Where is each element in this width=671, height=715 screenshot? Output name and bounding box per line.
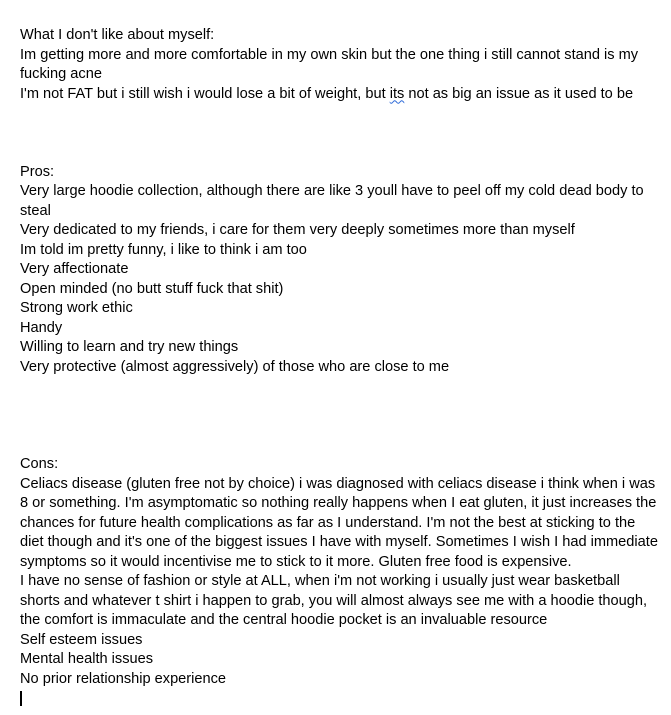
cons-item: No prior relationship experience	[20, 670, 227, 687]
pros-item: Very affectionate	[20, 261, 129, 277]
pros-item: Strong work ethic	[20, 300, 133, 316]
cons-item: I have no sense of fashion or style at ALL, when i'm not working i usually just wear basketball shorts and whatever t shirt i happen to grab, you will almost always see me with a hoodie though, the comfort is immaculate and the central hoodie pocket is an invaluable resource	[20, 573, 648, 628]
pros-item: Open minded (no butt stuff fuck that shit)	[20, 280, 284, 297]
blank-line	[20, 377, 660, 397]
pros-item: Very large hoodie collection, although there are like 3 youll have to peel off my cold dead body to steal	[20, 183, 644, 219]
cons-item: Self esteem issues	[20, 631, 143, 648]
pros-item: Im told im pretty funny, i like to think i am too	[20, 241, 307, 258]
weight-text-before: I'm not FAT but i still wish i would lose a bit of weight, but	[20, 85, 390, 102]
blank-line	[20, 397, 660, 417]
weight-text-after: not as big an issue as it used to be	[404, 85, 634, 102]
blank-line	[20, 124, 660, 144]
pros-item: Handy	[20, 319, 63, 336]
blank-line	[20, 416, 660, 436]
dislike-item-weight	[20, 85, 660, 105]
cons-item: Mental health issues	[20, 651, 154, 667]
pros-item: Willing to learn and try new things	[20, 339, 239, 355]
dislike-heading: What I don't like about myself:	[20, 27, 215, 43]
pros-heading: Pros:	[20, 163, 55, 180]
pros-item: Very protective (almost aggressively) of those who are close to me	[20, 358, 450, 375]
cons-heading: Cons:	[20, 456, 59, 472]
blank-line	[20, 436, 660, 456]
dislike-item: Im getting more and more comfortable in my own skin but the one thing i still cannot stand is my fucking acne	[20, 46, 639, 82]
document-body[interactable]	[20, 26, 660, 706]
pros-item: Very dedicated to my friends, i care for them very deeply sometimes more than myself	[20, 222, 575, 238]
cons-item: Celiacs disease (gluten free not by choice) i was diagnosed with celiacs disease i think when i was 8 or something. I'm asymptomatic so nothing really happens when I eat gluten, it just increases the chances for future health complications as far as I understand. I'm not the best at sticking to the diet though and it's one of the biggest issues I have with myself. Sometimes I wish I had immediate symptoms so it would incentivise me to stick to it more. Gluten free food is expensive.	[20, 475, 658, 570]
text-cursor[interactable]	[20, 691, 22, 706]
blank-line	[20, 143, 660, 163]
blank-line	[20, 104, 660, 124]
spellcheck-flagged-word[interactable]: its	[389, 85, 405, 102]
